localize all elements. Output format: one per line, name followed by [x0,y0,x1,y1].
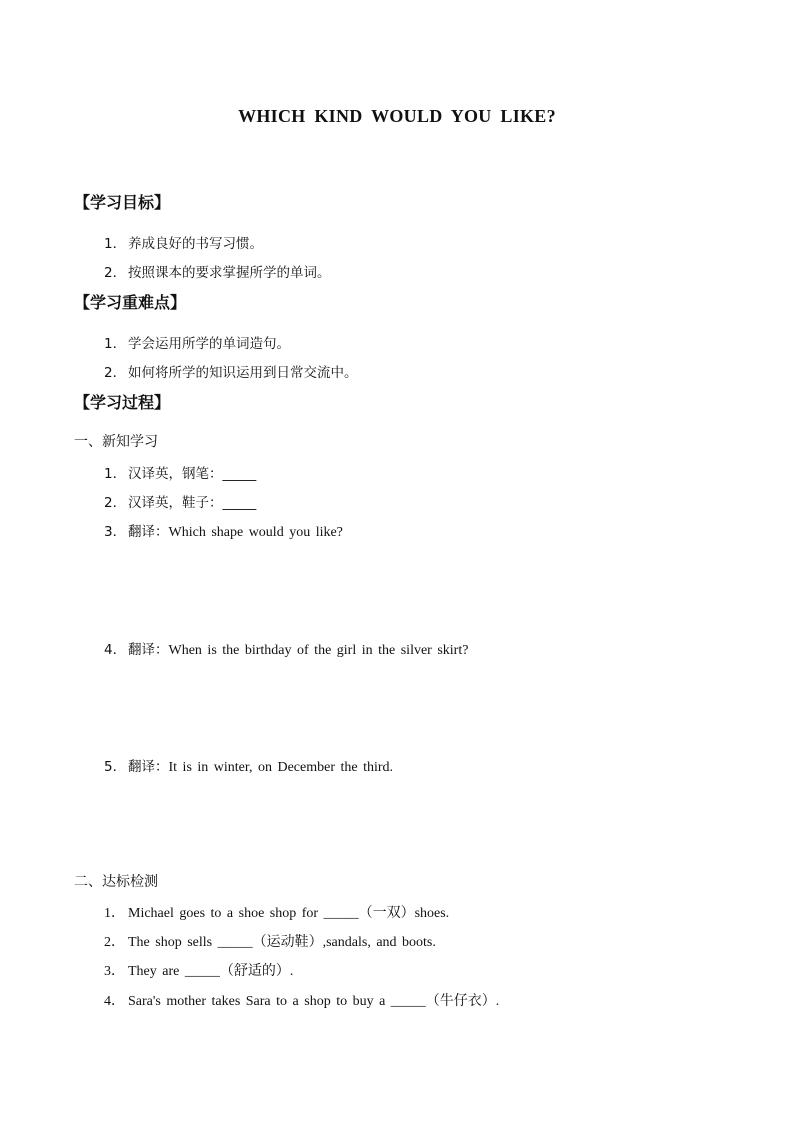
item-text: Which shape would you like? [168,525,343,540]
item-text: 学会运用所学的单词造句。 [128,336,290,352]
item-text: 汉译英，钢笔：_____ [128,466,257,482]
item-number: 1． [104,466,127,482]
item-text: 汉译英，鞋子：_____ [128,495,257,511]
part1-item-5 [104,755,393,776]
item-number: 1． [104,336,127,352]
item-text: 如何将所学的知识运用到日常交流中。 [128,365,358,381]
item-number: 1． [104,236,127,252]
item-prefix: 翻译： [128,642,169,658]
item-prefix: 翻译： [128,524,169,540]
item-number: 4． [104,994,125,1009]
goal-item-2 [104,261,331,281]
goals-heading: 【学习目标】 [74,193,171,212]
part2-item-1 [104,902,449,922]
item-prefix: 翻译： [128,759,169,775]
item-text: The shop sells _____（运动鞋）,sandals, and boots. [128,935,436,950]
item-number: 2． [104,495,127,511]
part1-item-2 [104,491,256,511]
key-points-heading: 【学习重难点】 [74,293,187,312]
item-number: 5． [104,759,127,775]
part2-label: 二、达标检测 [74,874,158,890]
part2-item-3 [104,960,293,980]
goal-item-1 [104,232,263,252]
item-text: When is the birthday of the girl in the silver skirt? [168,643,469,658]
key-point-item-2 [104,361,358,381]
part1-item-1 [104,462,256,482]
item-number: 4． [104,642,127,658]
item-number: 3． [104,524,127,540]
item-text: It is in winter, on December the third. [168,760,394,775]
item-text: 按照课本的要求掌握所学的单词。 [128,265,331,281]
item-number: 2． [104,265,127,281]
item-number: 3． [104,964,125,979]
item-text: Michael goes to a shoe shop for _____（一双）shoes. [128,906,450,921]
document-title: WHICH KIND WOULD YOU LIKE? [238,106,556,126]
item-number: 2． [104,365,127,381]
part1-label: 一、新知学习 [74,434,158,450]
part2-item-2 [104,931,436,951]
part2-item-4 [104,990,499,1010]
item-text: They are _____（舒适的）. [128,964,294,979]
key-point-item-1 [104,332,290,352]
item-number: 2． [104,935,125,950]
item-text: Sara's mother takes Sara to a shop to buy a _____（牛仔衣）. [128,994,500,1009]
part1-item-3 [104,520,343,541]
item-text: 养成良好的书写习惯。 [128,236,263,252]
item-number: 1． [104,906,125,921]
process-heading: 【学习过程】 [74,393,171,412]
part1-item-4 [104,638,468,659]
